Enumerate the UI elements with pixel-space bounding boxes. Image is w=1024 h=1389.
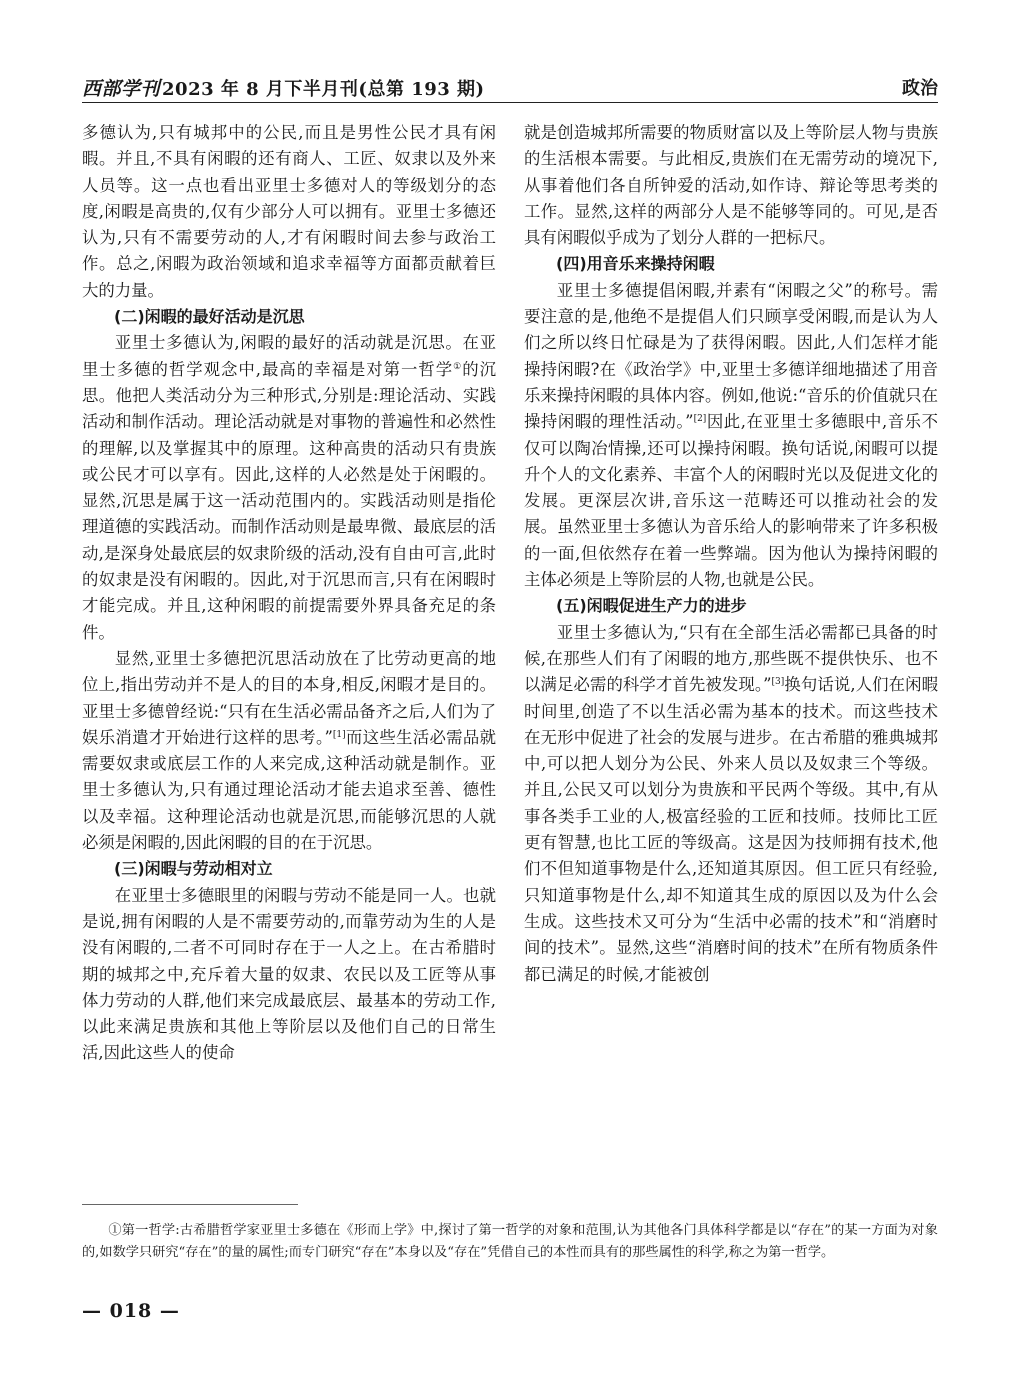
paragraph <box>82 646 496 856</box>
paragraph-text: 而这些生活必需品就需要奴隶或底层工作的人来完成,这种活动就是制作。亚里士多德认为,只有通过理论活动才能去追求至善、德性以及幸福。这种理论活动也就是沉思,而能够沉思的人就必须是闲暇的,因此闲暇的目的在于沉思。 <box>82 727 496 853</box>
left-column <box>82 120 496 1067</box>
footnote-text: ①第一哲学:古希腊哲学家亚里士多德在《形而上学》中,探讨了第一哲学的对象和范围,认为其他各门具体科学都是以“存在”的某一方面为对象的,如数学只研究“存在”的量的属性;而专门研究“存在”本身以及“存在”凭借自己的本性而具有的那些属性的科学,称之为第一哲学。 <box>82 1223 938 1260</box>
footnote-divider <box>82 1204 298 1205</box>
paragraph-text: 显然,亚里士多德把沉思活动放在了比劳动更高的地位上,指出劳动并不是人的目的本身,相反,闲暇才是目的。亚里士多德曾经说:“只有在生活必需品备齐之后,人们为了娱乐消遣才开始进行这样的思考。” <box>82 648 496 747</box>
journal-title <box>82 74 485 101</box>
paragraph-text: 的沉思。他把人类活动分为三种形式,分别是:理论活动、实践活动和制作活动。理论活动就是对事物的普遍性和必然性的理解,以及掌握其中的原理。这种高贵的活动只有贵族或公民才可以享有。因此,这样的人必然是处于闲暇的。显然,沉思是属于这一活动范围内的。实践活动则是指伦理道德的实践活动。而制作活动则是最卑微、最底层的活动,是深身处最底层的奴隶阶级的活动,没有自由可言,此时的奴隶是没有闲暇的。因此,对于沉思而言,只有在闲暇时才能完成。并且,这种闲暇的前提需要外界具备充足的条件。 <box>82 359 496 642</box>
citation-ref[interactable]: [3] <box>771 677 785 688</box>
paragraph-text: 因此,在亚里士多德眼中,音乐不仅可以陶冶情操,还可以操持闲暇。换句话说,闲暇可以提升个人的文化素养、丰富个人的闲暇时光以及促进文化的发展。更深层次讲,音乐这一范畴还可以推动社会的发展。虽然亚里士多德认为音乐给人的影响带来了许多积极的一面,但依然存在着一些弊端。因为他认为操持闲暇的主体必须是上等阶层的人物,也就是公民。 <box>524 412 939 590</box>
citation-ref[interactable]: [2] <box>693 414 707 425</box>
paragraph-text: 亚里士多德提倡闲暇,并素有“闲暇之父”的称号。需要注意的是,他绝不是提倡人们只顾享受闲暇,而是认为人们之所以终日忙碌是为了获得闲暇。因此,人们怎样才能操持闲暇?在《政治学》中,亚里士多德详细地描述了用音乐来操持闲暇的具体内容。例如,他说:“音乐的价值就只在操持闲暇的理性活动。” <box>524 280 938 432</box>
citation-ref[interactable]: [1] <box>332 729 346 740</box>
section-heading: (四)用音乐来操持闲暇 <box>556 254 715 274</box>
paragraph: 在亚里士多德眼里的闲暇与劳动不能是同一人。也就是说,拥有闲暇的人是不需要劳动的,而靠劳动为生的人是没有闲暇的,二者不可同时存在于一人之上。在古希腊时期的城邦之中,充斥着大量的奴隶、农民以及工匠等从事体力劳动的人群,他们来完成最底层、最基本的劳动工作,以此来满足贵族和其他上等阶层以及他们自己的日常生活,因此这些人的使命 <box>82 885 496 1063</box>
paragraph-text: 亚里士多德认为,闲暇的最好的活动就是沉思。在亚里士多德的哲学观念中,最高的幸福是对第一哲学 <box>82 333 496 379</box>
paragraph-text: 亚里士多德认为,“只有在全部生活必需都已具备的时候,在那些人们有了闲暇的地方,那些既不提供快乐、也不以满足必需的科学才首先被发现。” <box>524 622 938 695</box>
section-heading: (五)闲暇促进生产力的进步 <box>556 596 747 616</box>
paragraph: 就是创造城邦所需要的物质财富以及上等阶层人物与贵族的生活根本需要。与此相反,贵族们在无需劳动的境况下,从事着他们各自所钟爱的活动,如作诗、辩论等思考类的工作。显然,这样的两部分人是不能够等同的。可见,是否具有闲暇似乎成为了划分人群的一把标尺。 <box>524 123 938 248</box>
section-heading: (三)闲暇与劳动相对立 <box>114 859 273 879</box>
paragraph-text: 换句话说,人们在闲暇时间里,创造了不以生活必需为基本的技术。而这些技术在无形中促进了社会的发展与进步。在古希腊的雅典城邦中,可以把人划分为公民、外来人员以及奴隶三个等级。并且,公民又可以划分为贵族和平民两个等级。其中,有从事各类手工业的人,极富经验的工匠和技师。技师比工匠更有智慧,也比工匠的等级高。这是因为技师拥有技术,他们不但知道事物是什么,还知道其原因。但工匠只有经验,只知道事物是什么,却不知道其生成的原因以及为什么会生成。这些技术又可分为“生活中必需的技术”和“消磨时间的技术”。显然,这些“消磨时间的技术”在所有物质条件都已满足的时候,才能被创 <box>524 675 938 984</box>
page-number: — 018 — <box>82 1300 180 1322</box>
footnote <box>82 1220 938 1264</box>
right-column <box>524 120 938 988</box>
running-header <box>82 70 938 103</box>
paragraph <box>524 620 938 988</box>
journal-logo: 西部学刊 <box>82 78 161 100</box>
paragraph <box>524 278 938 594</box>
paragraph <box>82 330 496 646</box>
issue-info: 2023 年 8 月下半月刊(总第 193 期) <box>162 79 485 100</box>
section-label: 政治 <box>902 78 938 99</box>
footnote-marker[interactable]: ① <box>453 361 463 372</box>
paragraph: 多德认为,只有城邦中的公民,而且是男性公民才具有闲暇。并且,不具有闲暇的还有商人、工匠、奴隶以及外来人员等。这一点也看出亚里士多德对人的等级划分的态度,闲暇是高贵的,仅有少部分人可以拥有。亚里士多德还认为,只有不需要劳动的人,才有闲暇时间去参与政治工作。总之,闲暇为政治领域和追求幸福等方面都贡献着巨大的力量。 <box>82 123 496 300</box>
section-heading: (二)闲暇的最好活动是沉思 <box>114 307 305 327</box>
